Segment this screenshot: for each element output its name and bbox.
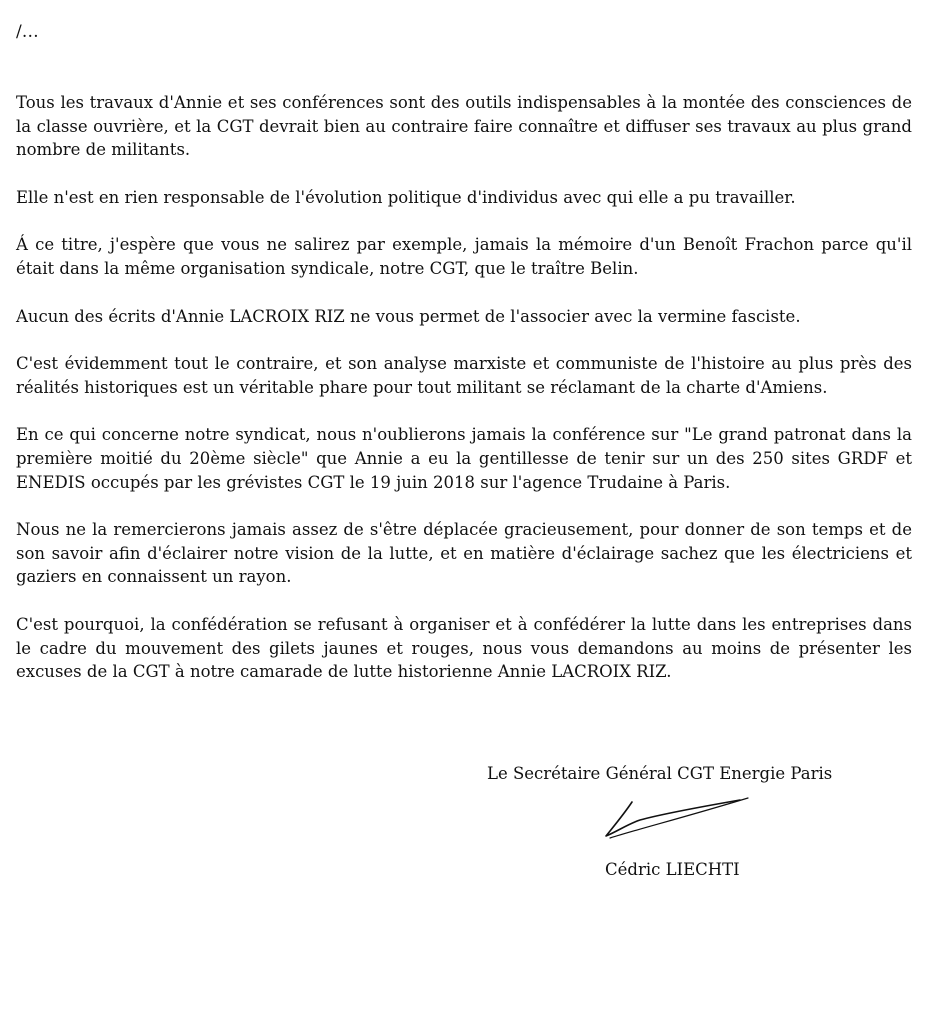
- signatory-name: Cédric LIECHTI: [605, 860, 740, 879]
- paragraph-8: C'est pourquoi, la confédération se refusant à organiser et à confédérer la lutte dans les entreprises dans le cadre du mouvement des gilets jaunes et rouges, nous vous demandons au moins de présenter les excuses de la CGT à notre camarade de lutte historienne Annie LACROIX RIZ.: [16, 614, 912, 682]
- paragraph-5: C'est évidemment tout le contraire, et son analyse marxiste et communiste de l'histoire au plus près des réalités historiques est un véritable phare pour tout militant se réclamant de la charte d'Amiens.: [16, 354, 912, 397]
- paragraph-7: Nous ne la remercierons jamais assez de s'être déplacée gracieusement, pour donner de son temps et de son savoir afin d'éclairer notre vision de la lutte, et en matière d'éclairage sachez que les électriciens et gaziers en connaissent un rayon.: [16, 520, 912, 587]
- paragraph-1: Tous les travaux d'Annie et ses conférences sont des outils indispensables à la montée des consciences de la classe ouvrière, et la CGT devrait bien au contraire faire connaître et diffuser ses travaux au plus grand nombre de militants.: [16, 93, 912, 160]
- paragraph-4: Aucun des écrits d'Annie LACROIX RIZ ne vous permet de l'associer avec la vermine fasciste.: [16, 306, 801, 326]
- signature-block: [487, 762, 837, 879]
- continuation-mark: /…: [16, 22, 39, 42]
- letter-body: [16, 91, 912, 708]
- handwritten-signature-icon: [602, 794, 752, 846]
- paragraph-2: Elle n'est en rien responsable de l'évolution politique d'individus avec qui elle a pu travailler.: [16, 187, 796, 207]
- signatory-title: Le Secrétaire Général CGT Energie Paris: [487, 764, 833, 783]
- paragraph-6: En ce qui concerne notre syndicat, nous n'oublierons jamais la conférence sur "Le grand patronat dans la première moitié du 20ème siècle" que Annie a eu la gentillesse de tenir sur un des 250 sites GRDF et ENEDIS occupés par les grévistes CGT le 19 juin 2018 sur l'agence Trudaine à Paris.: [16, 425, 912, 492]
- paragraph-3: Á ce titre, j'espère que vous ne salirez par exemple, jamais la mémoire d'un Benoît Frachon parce qu'il était dans la même organisation syndicale, notre CGT, que le traître Belin.: [16, 235, 912, 278]
